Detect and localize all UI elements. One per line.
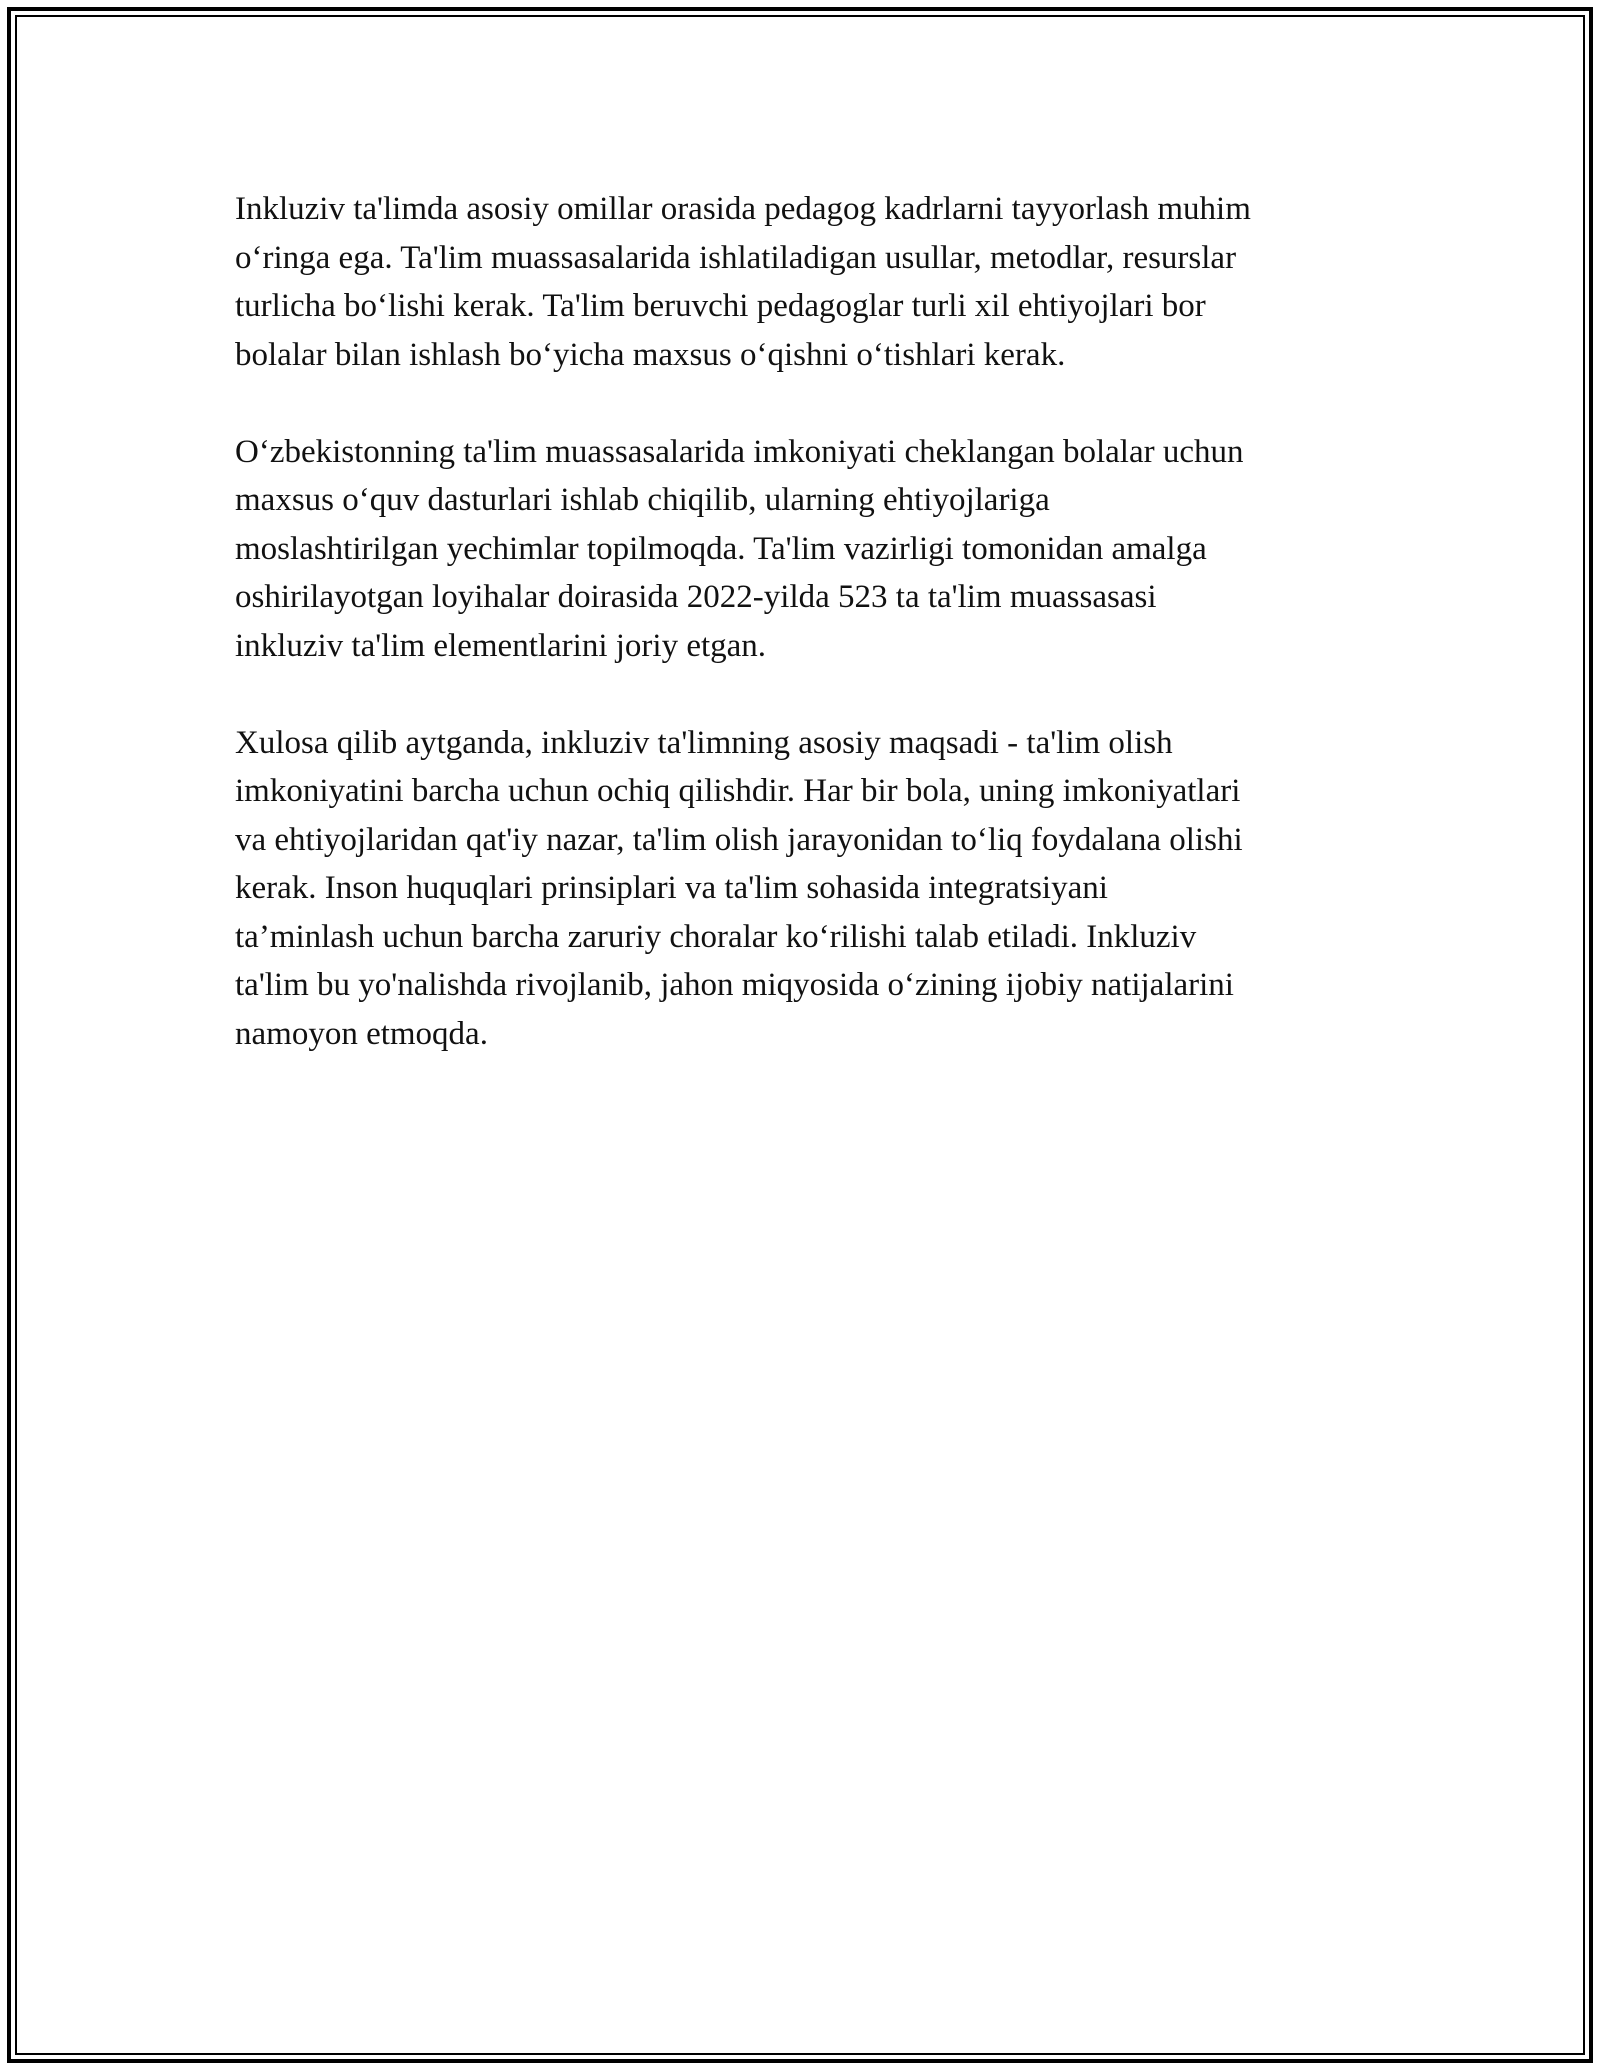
paragraph-2: O‘zbekistonning ta'lim muassasalarida imkoniyati cheklangan bolalar uchun maxsus o‘quv dasturlari ishlab chiqilib, ularning ehtiyojlariga moslashtirilgan yechimlar topilmoqda. Ta'lim vazirligi tomonidan amalga oshirilayotgan loyihalar doirasida 2022-yilda 523 ta ta'lim muassasasi inkluziv ta'lim elementlarini joriy etgan. [235, 433, 1244, 664]
paragraph-1: Inkluziv ta'limda asosiy omillar orasida pedagog kadrlarni tayyorlash muhim o‘ringa ega. Ta'lim muassasalarida ishlatiladigan usullar, metodlar, resurslar turlicha bo‘lishi kerak. Ta'lim beruvchi pedagoglar turli xil ehtiyojlari bor bolalar bilan ishlash bo‘yicha maxsus o‘qishni o‘tishlari kerak. [235, 191, 1251, 373]
paragraph-3: Xulosa qilib aytganda, inkluziv ta'limning asosiy maqsadi - ta'lim olish imkoniyatini barcha uchun ochiq qilishdir. Har bir bola, uning imkoniyatlari va ehtiyojlaridan qat'iy nazar, ta'lim olish jarayonidan to‘liq foydalana olishi kerak. Inson huquqlari prinsiplari va ta'lim sohasida integratsiyani ta’minlash uchun barcha zaruriy choralar ko‘rilishi talab etiladi. Inkluziv ta'lim bu yo'nalishda rivojlanib, jahon miqyosida o‘zining ijobiy natijalarini namoyon etmoqda. [235, 724, 1243, 1052]
document-body [235, 185, 1385, 1107]
